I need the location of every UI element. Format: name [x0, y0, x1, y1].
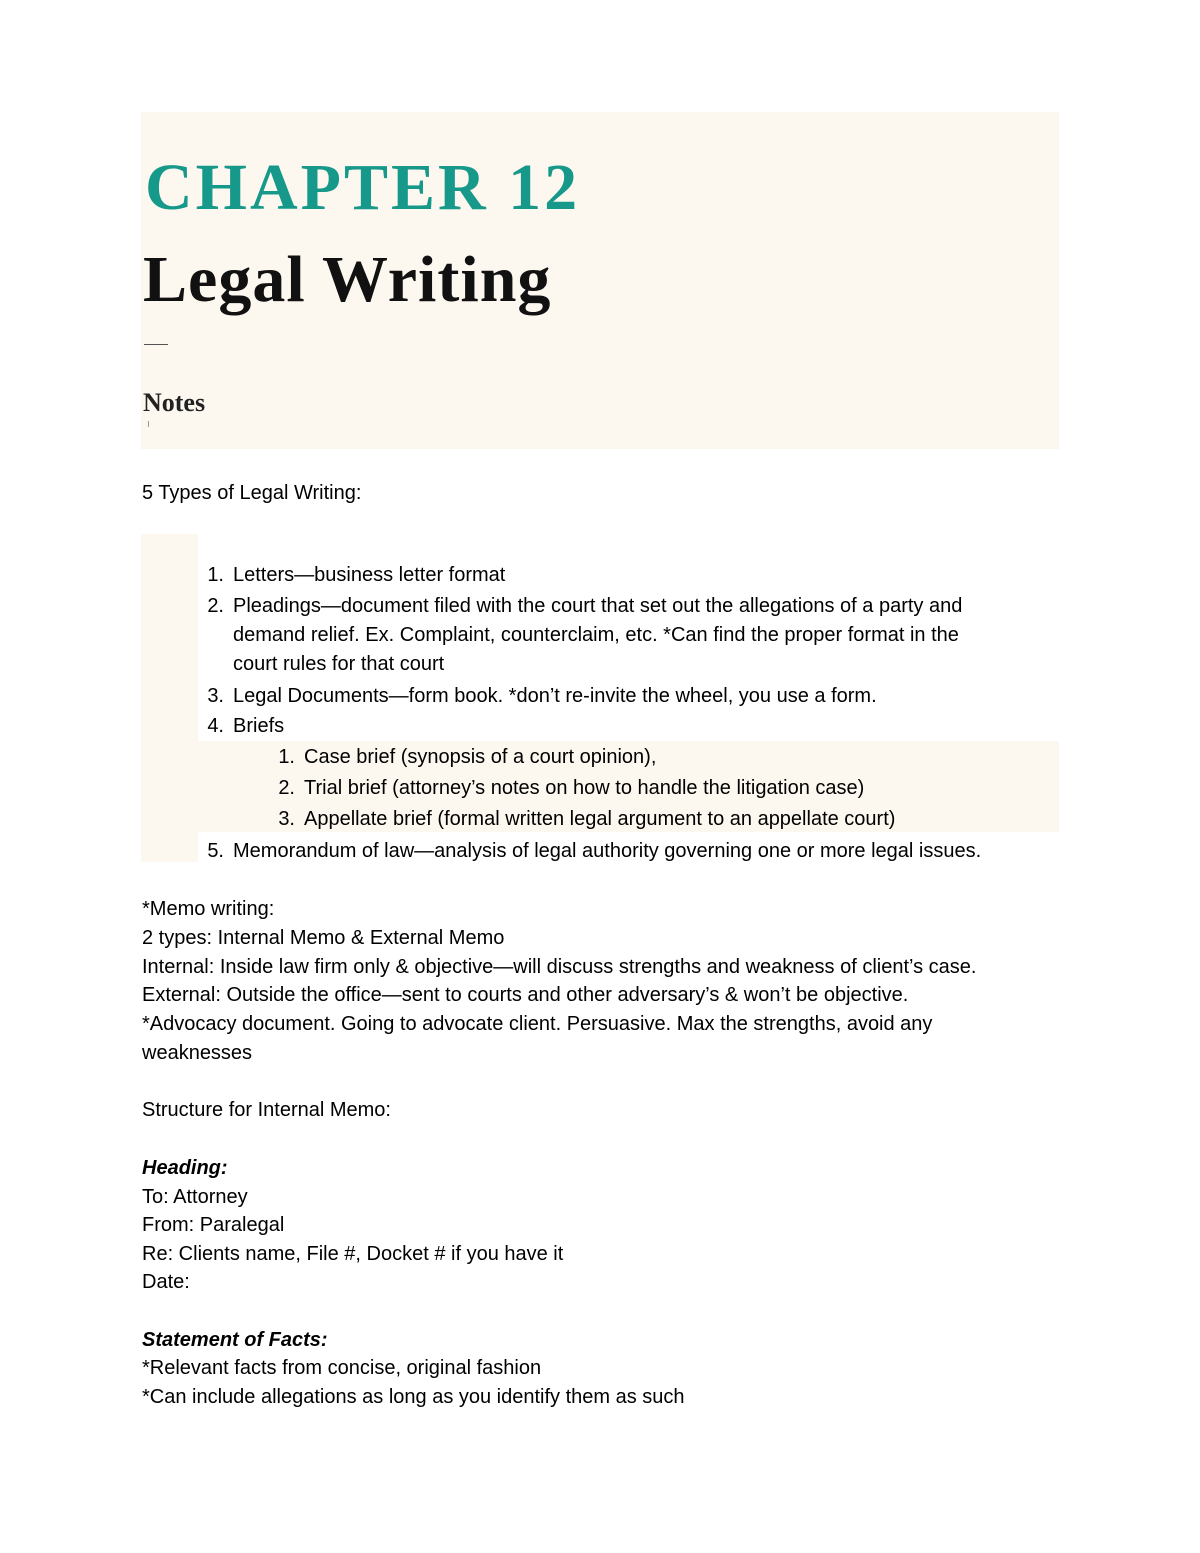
divider-mark [148, 421, 149, 427]
facts-label: Statement of Facts: [142, 1329, 328, 1351]
title-divider [144, 344, 168, 345]
list-text: Pleadings—document filed with the court that set out the allegations of a party and [233, 595, 963, 617]
sublist-text: Appellate brief (formal written legal argument to an appellate court) [304, 808, 896, 830]
sublist-number: 2. [278, 777, 295, 799]
list-highlight [141, 534, 198, 862]
sublist-text: Case brief (synopsis of a court opinion), [304, 746, 657, 768]
sublist-number: 1. [278, 746, 295, 768]
sublist-number: 3. [278, 808, 295, 830]
list-number: 1. [207, 564, 224, 586]
memo-line: weaknesses [142, 1042, 253, 1064]
list-text: Memorandum of law—analysis of legal authority governing one or more legal issues. [233, 840, 982, 862]
list-text: court rules for that court [233, 653, 445, 675]
facts-line: *Can include allegations as long as you identify them as such [142, 1386, 685, 1408]
list-text: Legal Documents—form book. *don’t re-invite the wheel, you use a form. [233, 685, 877, 707]
heading-line: Re: Clients name, File #, Docket # if you have it [142, 1243, 564, 1265]
memo-line: *Advocacy document. Going to advocate client. Persuasive. Max the strengths, avoid any [142, 1013, 933, 1035]
heading-line: To: Attorney [142, 1186, 248, 1208]
memo-line: Internal: Inside law firm only & objective—will discuss strengths and weakness of client’s case. [142, 956, 977, 978]
intro-text: 5 Types of Legal Writing: [142, 482, 362, 504]
chapter-number: CHAPTER 12 [145, 151, 581, 224]
list-number: 5. [207, 840, 224, 862]
heading-label: Heading: [142, 1157, 228, 1179]
structure-title: Structure for Internal Memo: [142, 1099, 391, 1121]
sublist-text: Trial brief (attorney’s notes on how to handle the litigation case) [304, 777, 865, 799]
list-number: 3. [207, 685, 224, 707]
section-label: Notes [143, 388, 206, 417]
memo-line: External: Outside the office—sent to courts and other adversary’s & won’t be objective. [142, 984, 909, 1006]
list-text: Briefs [233, 715, 285, 737]
memo-line: 2 types: Internal Memo & External Memo [142, 927, 505, 949]
memo-line: *Memo writing: [142, 898, 275, 920]
heading-line: Date: [142, 1271, 190, 1293]
chapter-title: Legal Writing [143, 243, 552, 316]
list-number: 2. [207, 595, 224, 617]
heading-line: From: Paralegal [142, 1214, 285, 1236]
list-number: 4. [207, 715, 224, 737]
list-text: demand relief. Ex. Complaint, counterclaim, etc. *Can find the proper format in the [233, 624, 959, 646]
list-text: Letters—business letter format [233, 564, 506, 586]
facts-line: *Relevant facts from concise, original fashion [142, 1357, 542, 1379]
